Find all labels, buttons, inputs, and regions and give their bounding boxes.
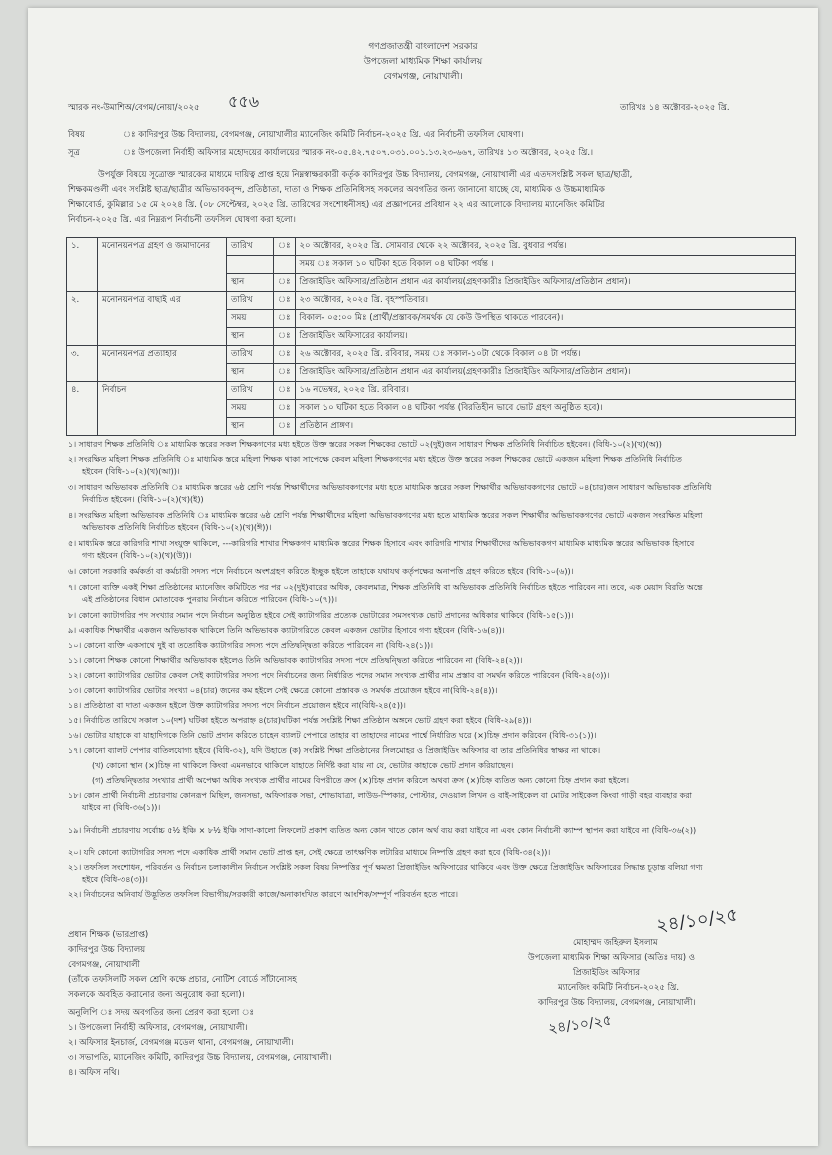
- signatory-title: প্রিজাইডিং অফিসার: [573, 968, 641, 978]
- table-row: ৩. মনোনয়নপত্র প্রত্যাহার তারিখ ঃ ২৬ অক্টোবর, ২০২৫ খ্রি. রবিবার, সময় ঃ সকাল-১০টা থেকে বিকাল ০৪ টা পর্যন্ত।: [67, 346, 796, 364]
- copy-item: ৪। অফিস নথি।: [68, 1068, 120, 1078]
- recipient-line: প্রধান শিক্ষক (ভারপ্রাপ্ত): [68, 930, 149, 940]
- schedule-number: ৪.: [67, 382, 98, 436]
- rule-line: (খ) কোনো স্থান (×)চিহ্ন না থাকিলে কিংবা এমনভাবে থাকিলে যাহাতে নির্দিষ্ট করা যায় না যে, ভোটার কাহাকে ভোট প্রদান করিয়াছেন।: [92, 761, 514, 770]
- schedule-table: [66, 237, 796, 436]
- copies-heading: অনুলিপি ঃ সদয় অবগতির জন্য প্রেরণ করা হলো ঃ: [68, 1008, 255, 1018]
- rule-line: হইবেন (বিধি-১০(২)(খ)(আ))।: [82, 467, 180, 476]
- rule-line: হইবে (বিধি-৩৪(৩))।: [82, 875, 148, 884]
- schedule-value: প্রতিষ্ঠান প্রাঙ্গণ।: [295, 418, 796, 436]
- schedule-value: প্রিজাইডিং অফিসারের কার্যালয়।: [295, 328, 796, 346]
- recipient-line: (তাঁকে তফসিলটি সকল শ্রেণি কক্ষে প্রচার, নোটিশ বোর্ডে সাঁটানোসহ: [68, 975, 297, 985]
- copy-item: ২। অফিসার ইনচার্জ, বেগমগঞ্জ মডেল থানা, বেগমগঞ্জ, নোয়াখালী।: [68, 1038, 294, 1048]
- subject-label: বিষয়: [68, 130, 85, 140]
- rule-line: ১১। কোনো শিক্ষক কোনো শিক্ষার্থীর অভিভাবক হইলেও তিনি অভিভাবক ক্যাটাগরির সদস্য পদে প্রতিদ্বন্দ্বিতা করিতে পারিবেন না (বিধি-২৪(২))।: [68, 656, 523, 665]
- subject-text: ঃ কাদিরপুর উচ্চ বিদ্যালয়, বেগমগঞ্জ, নোয়াখালীর ম্যানেজিং কমিটি নির্বাচন-২০২৫ খ্রি. এর নির্বাচনী তফসিল ঘোষণা।: [123, 130, 524, 140]
- schedule-value: ২৬ অক্টোবর, ২০২৫ খ্রি. রবিবার, সময় ঃ সকাল-১০টা থেকে বিকাল ০৪ টা পর্যন্ত।: [295, 346, 796, 364]
- table-row: ১. মনোনয়নপত্র গ্রহণ ও জমাদানের তারিখ ঃ ২০ অক্টোবর, ২০২৫ খ্রি. সোমবার থেকে ২২ অক্টোবর, ২০২৫ খ্রি. বুধবার পর্যন্ত।: [67, 238, 796, 256]
- schedule-value: ২০ অক্টোবর, ২০২৫ খ্রি. সোমবার থেকে ২২ অক্টোবর, ২০২৫ খ্রি. বুধবার পর্যন্ত।: [295, 238, 796, 256]
- intro-line: শিক্ষকমণ্ডলী এবং সংশ্লিষ্ট ছাত্র/ছাত্রীর অভিভাবকবৃন্দ, প্রতিষ্ঠাতা, দাতা ও শিক্ষক প্রতিনিধিসহ সকলের অবগতির জন্য জানানো যাচ্ছে যে, মাধ্যমিক ও উচ্চমাধ্যমিক: [68, 185, 605, 195]
- intro-line: শিক্ষাবোর্ড, কুমিল্লার ১৫ মে ২০২৪ খ্রি. (০৮ সেপ্টেম্বর, ২০২৫ খ্রি. তারিখের সংশোধনীসহ) এর প্রজ্ঞাপনের প্রবিধান ২২ এর আলোকে বিদ্যালয় ম্যানেজিং কমিটির: [68, 200, 605, 210]
- govt-title: গণপ্রজাতন্ত্রী বাংলাদেশ সরকার: [368, 42, 478, 52]
- schedule-title: নির্বাচন: [98, 382, 227, 436]
- schedule-value: ১৬ নভেম্বর, ২০২৫ খ্রি. রবিবার।: [295, 382, 796, 400]
- memo-handwritten-number: ৫৫৬: [228, 92, 260, 111]
- table-row: স্থান ঃ প্রতিষ্ঠান প্রাঙ্গণ।: [67, 418, 796, 436]
- schedule-value: ২৩ অক্টোবর, ২০২৫ খ্রি. বৃহস্পতিবার।: [295, 292, 796, 310]
- schedule-label: তারিখ: [227, 346, 274, 364]
- office-location: বেগমগঞ্জ, নোয়াখালী।: [383, 72, 463, 82]
- table-row: ৪. নির্বাচন তারিখ ঃ ১৬ নভেম্বর, ২০২৫ খ্রি. রবিবার।: [67, 382, 796, 400]
- schedule-label: স্থান: [227, 274, 274, 292]
- schedule-title: মনোনয়নপত্র প্রত্যাহার: [98, 346, 227, 382]
- rule-line: ২২। নির্বাচনের অনিবার্য উদ্ভূতিত তফসিল বিভাগীয়/সরকারী কাজে/অনাকাংখিত কারণে আংশিক/সম্পূর্ণ পরিবর্তন হতে পারে।: [68, 890, 458, 899]
- rule-line: ২০। যদি কোনো ক্যাটাগরির সদস্য পদে একাধিক প্রার্থী সমান ভোট প্রাপ্ত হন, সেই ক্ষেত্রে তাৎক্ষণিক লটারির মাধ্যমে নিষ্পত্তি গ্রহণ করা হবে (বিধি-৩৪(২))।: [68, 848, 551, 857]
- rule-line: ১৩। কোনো ক্যাটাগরির ভোটার সংখ্যা ০৪(চার) জনের কম হইলে সেই ক্ষেত্রে কোনো প্রস্তাবক ও সমর্থক প্রয়োজন হইবে না(বিধি-২৪(৪))।: [68, 686, 498, 695]
- office-title: উপজেলা মাধ্যমিক শিক্ষা কার্যালয়: [363, 57, 483, 67]
- rule-line: (গ) প্রতিদ্বন্দ্বিতার সংখ্যার প্রার্থী অপেক্ষা অধিক সংখ্যক প্রার্থীর নামের বিপরীতে ক্রস (×)চিহ্ন প্রদান করিলে অথবা ক্রস (×)চিহ্ন ব্যতিত অন্য কোনো চিহ্ন প্রদান করা হইলে।: [92, 776, 629, 785]
- schedule-value: সকাল ১০ ঘটিকা হতে বিকাল ০৪ ঘটিকা পর্যন্ত (বিরতিহীন ভাবে ভোট গ্রহণ অনুষ্ঠিত হবে)।: [295, 400, 796, 418]
- rule-line: ১। সাধারণ শিক্ষক প্রতিনিধি ঃ মাধ্যমিক স্তরের সকল শিক্ষকগণের মধ্য হইতে উক্ত স্তরের সকল শিক্ষকের ভোটে ০২(দুই)জন সাধারণ শিক্ষক প্রতিনিধি নির্বাচিত হইবেন। (বিধি-১০(২)(খ)(অ)): [68, 440, 662, 449]
- rule-line: গণ্য হইবেন (বিধি-১০(২)(খ)(উ))।: [82, 551, 192, 560]
- schedule-label: স্থান: [227, 364, 274, 382]
- recipient-line: সকলকে অবহিত করানোর জন্য অনুরোধ করা হলো)।: [68, 990, 245, 1000]
- rule-line: ৪। সংরক্ষিত মহিলা অভিভাবক প্রতিনিধি ঃ মাধ্যমিক স্তরের ৬ষ্ঠ শ্রেণি পর্যন্ত শিক্ষার্থীদের মহিলা অভিভাবকগণের মধ্য হতে মাধ্যমিক স্তরের সকল শিক্ষার্থীর অভিভাবকগণের ভোটে একজন সংরক্ষিত মহিলা: [68, 511, 703, 520]
- rule-line: ৭। কোনো ব্যক্তি একই শিক্ষা প্রতিষ্ঠানের ম্যানেজিং কমিটিতে পর পর ০২(দুই)বারের অধিক, কেবলমাত্র, শিক্ষক প্রতিনিধি বা অভিভাবক প্রতিনিধি নির্বাচিত হইতে পারিবেন না। তবে, এক মেয়াদ বিরতি অন্তে: [68, 583, 703, 592]
- schedule-title: মনোনয়নপত্র গ্রহণ ও জমাদানের: [98, 238, 227, 292]
- copy-item: ১। উপজেলা নির্বাহী অফিসার, বেগমগঞ্জ, নোয়াখালী।: [68, 1023, 248, 1033]
- reference-label: সূত্র: [68, 148, 80, 158]
- schedule-value: প্রিজাইডিং অফিসার/প্রতিষ্ঠান প্রধান এর কার্যালয়(গ্রহণকারীঃ প্রিজাইডিং অফিসার/প্রতিষ্ঠান প্রধান)।: [295, 364, 796, 382]
- intro-line: নির্বাচন-২০২৫ খ্রি. এর নিম্নরূপ নির্বাচনী তফসিল ঘোষণা করা হলো।: [68, 215, 296, 225]
- reference-text: ঃ উপজেলা নির্বাহী অফিসার মহোদয়ের কার্যালয়ের স্মারক নং-০৫.৪২.৭৫০৭.০৩১.০০১.১৩.২৩-৬৬৭, তারিখঃ ১৩ অক্টোবর, ২০২৫ খ্রি.।: [123, 148, 594, 158]
- rule-line: ১৮। কোন প্রার্থী নির্বাচনী প্রচারণায় কোনরূপ মিছিল, জনসভা, অফিসারক সভা, শোভাযাত্রা, লাউড-স্পিকার, পোস্টার, দেওয়াল লিখন ও বাই-সাইকেল বা মোটর সাইকেল কিংবা গাড়ী বহর ব্যবহার করা: [68, 791, 692, 800]
- schedule-label: স্থান: [227, 328, 274, 346]
- signatory-title: উপজেলা মাধ্যমিক শিক্ষা অফিসার (অতিঃ দায়) ও: [528, 953, 696, 963]
- document-page: [28, 8, 818, 1146]
- rule-line: যাইবে না (বিধি-৩৬(১))।: [82, 803, 161, 812]
- table-row: স্থান ঃ প্রিজাইডিং অফিসার/প্রতিষ্ঠান প্রধান এর কার্যালয়(গ্রহণকারীঃ প্রিজাইডিং অফিসার/প্রতিষ্ঠান প্রধান)।: [67, 364, 796, 382]
- schedule-number: ১.: [67, 238, 98, 292]
- rule-line: এই প্রতিষ্ঠানের বিধান মোতাবেক পুনরায় নির্বাচন করিতে পারিবেন (বিধি-১০(৭))।: [82, 595, 337, 604]
- table-row: সময় ঃ সকাল ১০ ঘটিকা হতে বিকাল ০৪ ঘটিকা পর্যন্ত (বিরতিহীন ভাবে ভোট গ্রহণ অনুষ্ঠিত হবে)।: [67, 400, 796, 418]
- handwritten-date: ২৪/১০/২৫: [547, 1012, 613, 1038]
- table-row: ২. মনোনয়নপত্র বাছাই এর তারিখ ঃ ২৩ অক্টোবর, ২০২৫ খ্রি. বৃহস্পতিবার।: [67, 292, 796, 310]
- table-row: স্থান ঃ প্রিজাইডিং অফিসার/প্রতিষ্ঠান প্রধান এর কার্যালয়(গ্রহণকারীঃ প্রিজাইডিং অফিসার/প্রতিষ্ঠান প্রধান)।: [67, 274, 796, 292]
- schedule-number: ২.: [67, 292, 98, 346]
- schedule-label: তারিখ: [227, 238, 274, 256]
- rule-line: ২। সংরক্ষিত মহিলা শিক্ষক প্রতিনিধি ঃ মাধ্যমিক স্তরে মহিলা শিক্ষক থাকা সাপেক্ষে কেবল মহিলা শিক্ষকগণের মধ্য হইতে উক্ত স্তরের সকল শিক্ষকের ভোটে একজন মহিলা শিক্ষক প্রতিনিধি নির্বাচিত: [68, 455, 682, 464]
- signatory-title: কাদিরপুর উচ্চ বিদ্যালয়, বেগমগঞ্জ, নোয়াখালী।: [538, 998, 696, 1008]
- rule-line: ১৪। প্রতিষ্ঠাতা বা দাতা একজন হইলে উক্ত ক্যাটাগরির সদস্য পদে নির্বাচন প্রয়োজন হইবে না(বিধি-২৪(৫))।: [68, 701, 406, 710]
- schedule-label: সময়: [227, 310, 274, 328]
- rule-line: ৩। সাধারণ অভিভাবক প্রতিনিধি ঃ মাধ্যমিক স্তরের ৬ষ্ঠ শ্রেণি পর্যন্ত শিক্ষার্থীদের অভিভাবকগণের মধ্য হতে মাধ্যমিক স্তরের সকল শিক্ষার্থীর অভিভাবকগণের ভোটে ০৪(চার)জন সাধারণ অভিভাবক প্রতিনিধি: [68, 483, 712, 492]
- rule-line: ১৯। নির্বাচনী প্রচারণায় সর্বোচ্চ ৫½ ইঞ্চি × ৮½ ইঞ্চি সাদা-কালো লিফলেট প্রকাশ ব্যতিত অন্য কোন খাতে কোন অর্থ ব্যয় করা যাইবে না এবং কোন নির্বাচনী ক্যাম্প স্থাপন করা যাইবে না (বিধি-৩৬(২)): [68, 826, 697, 835]
- table-row: স্থান ঃ প্রিজাইডিং অফিসারের কার্যালয়।: [67, 328, 796, 346]
- schedule-value: বিকাল- ০৫:০০ মিঃ (প্রার্থী/প্রস্তাবক/সমর্থক যে কেউ উপস্থিত থাকতে পারবেন)।: [295, 310, 796, 328]
- rule-line: ৫। মাধ্যমিক স্তরে কারিগরি শাখা সংযুক্ত থাকিলে, ---কারিগরি শাখার শিক্ষকগণ মাধ্যমিক স্তরের শিক্ষক হিসাবে এবং কারিগরি শাখার শিক্ষার্থীদের অভিভাবকগণ মাধ্যমিক মাধ্যমিক স্তরের অভিভাবক হিসাবে: [68, 539, 695, 548]
- handwritten-signature: ২৪/১০/২৫: [654, 904, 740, 937]
- schedule-label: তারিখ: [227, 382, 274, 400]
- schedule-value: সময় ঃ সকাল ১০ ঘটিকা হতে বিকাল ০৪ ঘটিকা পর্যন্ত ।: [295, 256, 796, 274]
- rule-line: ২১। তফসিল সংশোধন, পরিবর্তন ও নির্বাচন চলাকালীন নির্বাচন সংশ্লিষ্ট সকল বিষয় নিষ্পত্তির পূর্ণ ক্ষমতা প্রিজাইডিং অফিসারের থাকিবে এবং উক্ত ক্ষেত্রে প্রিজাইডিং অফিসারের সিদ্ধান্ত চূড়ান্ত বলিয়া গণ্য: [68, 863, 703, 872]
- intro-line: উপর্যুক্ত বিষয়ে সূত্রোক্ত স্মারকের মাধ্যমে দায়িত্ব প্রাপ্ত হয়ে নিম্নস্বাক্ষরকারী কর্তৃক কাদিরপুর উচ্চ বিদ্যালয়, বেগমগঞ্জ, নোয়াখালী এর এতদসংশ্লিষ্ট সকল ছাত্র/ছাত্রী,: [98, 170, 633, 180]
- rule-line: ১০। কোনো ব্যক্তি একসাথে দুই বা ততোধিক ক্যাটাগরির সদস্য পদে প্রতিদ্বন্দ্বিতা করিতে পারিবেন না (বিধি-২৪(১))।: [68, 641, 434, 650]
- rule-line: ৮। কোনো ক্যাটাগরির পদ সংখ্যার সমান পদে নির্বাচন অনুষ্ঠিত হইবে সেই ক্যাটাগরির প্রত্যেক ভোটারের সমসংখ্যক ভোট প্রদানের অধিকার থাকিবে (বিধি-১৫(১))।: [68, 611, 574, 620]
- memo-number: স্মারক নং-উমাশিঅ/বেগম/নোয়া/২০২৫: [68, 103, 200, 113]
- rule-line: ১৭। কোনো ব্যালট পেপার বাতিলযোগ্য হইবে (বিধি-৩২), যদি উহাতে (ক) সংশ্লিষ্ট শিক্ষা প্রতিষ্ঠানের সিলমোহর ও প্রিজাইডিং অফিসার বা তার প্রতিনিধির স্বাক্ষর না থাকে।: [68, 746, 601, 755]
- schedule-title: মনোনয়নপত্র বাছাই এর: [98, 292, 227, 346]
- rule-line: ৯। একাধিক শিক্ষার্থীর একজন অভিভাবক থাকিলে তিনি অভিভাবক ক্যাটাগরিতে কেবল একজন ভোটার হিসাবে গণ্য হইবেন (বিধি-১৬(৪))।: [68, 626, 505, 635]
- schedule-label: স্থান: [227, 418, 274, 436]
- memo-date: তারিখঃ ১৪ অক্টোবর-২০২৫ খ্রি.: [620, 103, 730, 113]
- rule-line: ১২। কোনো ক্যাটাগরির ভোটার কেবল সেই ক্যাটাগরির সদস্য পদে নির্বাচনের জন্য নির্ধারিত পদের সমান সংখ্যক প্রার্থীর নাম প্রস্তাব বা সমর্থন করিতে পারিবেন (বিধি-২৪(৩))।: [68, 671, 610, 680]
- rule-line: ৬। কোনো সরকারি কর্মকর্তা বা কর্মচারী সদস্য পদে নির্বাচনে অংশগ্রহণ করিতে ইচ্ছুক হইলে তাহাকে যথাযথ কর্তৃপক্ষের অনাপত্তি গ্রহণ করিতে হইবে (বিধি-১০(৬))।: [68, 567, 574, 576]
- schedule-label: সময়: [227, 400, 274, 418]
- rule-line: ১৫। নির্বাচিত তারিখে সকাল ১০(দশ) ঘটিকা হইতে অপরাহ্ন ৪(চার)ঘটিকা পর্যন্ত সংশ্লিষ্ট শিক্ষা প্রতিষ্ঠান অঙ্গনে ভোট গ্রহণ করা হইবে (বিধি-২৯(৪))।: [68, 716, 532, 725]
- rule-line: ১৬। ভোটার যাহাকে বা যাহাদিগকে তিনি ভোট প্রদান করিতে চাহেন ব্যালট পেপারে তাহার বা তাহাদের নামের পার্শ্বে নির্ধারিত ঘরে (×)চিহ্ন প্রদান করিবেন (বিধি-৩১(১))।: [68, 731, 597, 740]
- copy-item: ৩। সভাপতি, ম্যানেজিং কমিটি, কাদিরপুর উচ্চ বিদ্যালয়, বেগমগঞ্জ, নোয়াখালী।: [68, 1053, 332, 1063]
- recipient-line: বেগমগঞ্জ, নোয়াখালী: [68, 960, 140, 970]
- schedule-label: তারিখ: [227, 292, 274, 310]
- signatory-title: ম্যানেজিং কমিটি নির্বাচন-২০২৫ খ্রি.: [558, 983, 680, 993]
- rule-line: অভিভাবক প্রতিনিধি নির্বাচিত হইবেন (বিধি-১০(২)(খ)(ঈ))।: [82, 523, 272, 532]
- recipient-line: কাদিরপুর উচ্চ বিদ্যালয়: [68, 945, 146, 955]
- rule-line: নির্বাচিত হইবেন। (বিধি-১০(২)(খ)(ই)): [82, 495, 204, 504]
- signatory-name: মোহাম্মদ জহিরুল ইসলাম: [573, 938, 658, 948]
- schedule-value: প্রিজাইডিং অফিসার/প্রতিষ্ঠান প্রধান এর কার্যালয়(গ্রহণকারীঃ প্রিজাইডিং অফিসার/প্রতিষ্ঠান প্রধান)।: [295, 274, 796, 292]
- schedule-number: ৩.: [67, 346, 98, 382]
- table-row: সময় ঃ বিকাল- ০৫:০০ মিঃ (প্রার্থী/প্রস্তাবক/সমর্থক যে কেউ উপস্থিত থাকতে পারবেন)।: [67, 310, 796, 328]
- schedule-label: [227, 256, 274, 274]
